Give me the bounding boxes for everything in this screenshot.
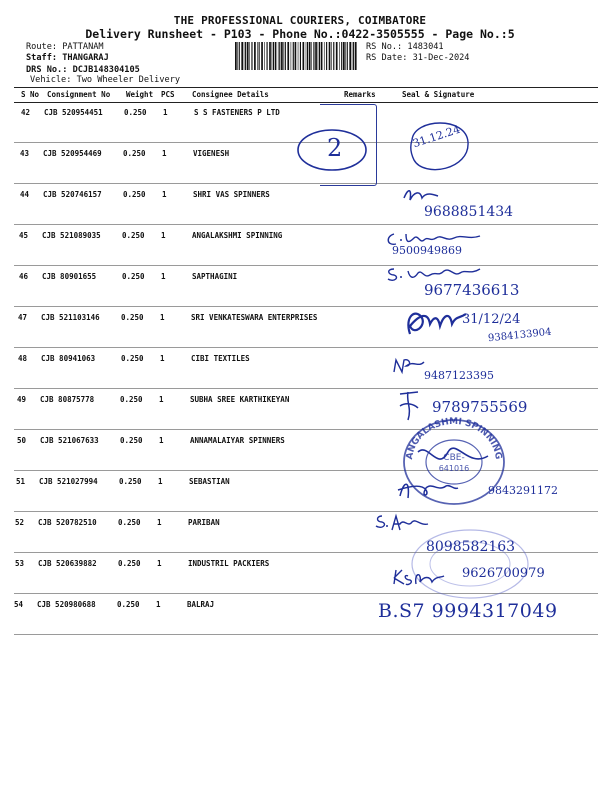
table-row	[14, 347, 598, 389]
col-consignment: Consignment No	[47, 90, 111, 99]
cell-consignment: CJB 521067633	[40, 436, 99, 445]
cell-weight: 0.250	[117, 600, 140, 609]
cell-weight: 0.250	[121, 354, 144, 363]
cell-consignment: CJB 80941063	[41, 354, 96, 363]
phone-45: 9500949869	[392, 244, 462, 257]
svg-text:ANGALASHMI SPINNING: ANGALASHMI SPINNING	[404, 416, 504, 461]
cell-consignment: CJB 520954469	[43, 149, 102, 158]
cell-weight: 0.250	[119, 477, 142, 486]
phone-53a: 8098582163	[426, 539, 516, 555]
phone-49: 9789755569	[432, 398, 528, 416]
drs-number: DRS No.: DCJB148304105	[26, 65, 140, 75]
cell-consignment: CJB 520639882	[38, 559, 97, 568]
col-sno: S No	[21, 90, 40, 99]
cell-consignment: CJB 80901655	[42, 272, 97, 281]
cell-sno: 51	[16, 477, 26, 486]
cell-consignee: ANNAMALAIYAR SPINNERS	[190, 436, 285, 445]
phone-51: 9843291172	[488, 484, 558, 497]
cell-sno: 42	[21, 108, 31, 117]
route-label: Route: PATTANAM	[26, 42, 104, 52]
cell-sno: 54	[14, 600, 24, 609]
cell-pcs: 1	[160, 313, 165, 322]
cell-consignment: CJB 520782510	[38, 518, 97, 527]
cell-pcs: 1	[157, 518, 162, 527]
cell-consignee: VIGENESH	[193, 149, 230, 158]
staff-label: Staff: THANGARAJ	[26, 53, 109, 63]
cell-consignment: CJB 520746157	[43, 190, 102, 199]
cell-pcs: 1	[156, 600, 161, 609]
cell-consignee: SAPTHAGINI	[192, 272, 238, 281]
cell-consignment: CJB 521089035	[42, 231, 101, 240]
svg-text:641016: 641016	[438, 464, 470, 473]
cell-sno: 52	[15, 518, 25, 527]
phone-54: B.S7 9994317049	[378, 600, 558, 622]
company-title: THE PROFESSIONAL COURIERS, COIMBATORE	[173, 14, 427, 27]
col-signature: Seal & Signature	[402, 90, 475, 99]
cell-sno: 45	[19, 231, 29, 240]
cell-consignment: CJB 520954451	[44, 108, 103, 117]
cell-weight: 0.250	[123, 190, 146, 199]
rs-date: RS Date: 31-Dec-2024	[366, 53, 470, 63]
cell-consignee: SRI VENKATESWARA ENTERPRISES	[191, 313, 318, 322]
signature-53	[390, 566, 446, 588]
cell-pcs: 1	[161, 272, 166, 281]
cell-weight: 0.250	[118, 559, 141, 568]
cell-weight: 0.250	[118, 518, 141, 527]
signature-51	[396, 476, 460, 502]
runsheet-subtitle: Delivery Runsheet - P103 - Phone No.:0422-3505555 - Page No.:5	[85, 27, 515, 41]
cell-consignment: CJB 521027994	[39, 477, 98, 486]
phone-44: 9688851434	[424, 204, 514, 220]
cell-weight: 0.250	[122, 231, 145, 240]
svg-text:CBE-: CBE-	[443, 453, 465, 463]
cell-consignee: S S FASTENERS P LTD	[194, 108, 280, 117]
cell-consignee: BALRAJ	[187, 600, 215, 609]
phone-48: 9487123395	[424, 369, 494, 382]
cell-sno: 44	[20, 190, 30, 199]
cell-pcs: 1	[158, 477, 163, 486]
cell-sno: 47	[18, 313, 28, 322]
table-row	[14, 224, 598, 266]
cell-weight: 0.250	[122, 272, 145, 281]
cell-pcs: 1	[163, 108, 168, 117]
cell-consignee: INDUSTRIL PACKIERS	[188, 559, 270, 568]
cell-pcs: 1	[162, 190, 167, 199]
cell-pcs: 1	[162, 149, 167, 158]
cell-consignee: ANGALAKSHMI SPINNING	[192, 231, 283, 240]
col-consignee: Consignee Details	[192, 90, 269, 99]
cell-pcs: 1	[157, 559, 162, 568]
phone-47: 9384133904	[487, 326, 553, 345]
cell-pcs: 1	[161, 231, 166, 240]
vehicle-label: Vehicle: Two Wheeler Delivery	[30, 75, 181, 85]
cell-consignee: SUBHA SREE KARTHIKEYAN	[190, 395, 290, 404]
date-47: 31/12/24	[462, 312, 521, 327]
cell-sno: 50	[17, 436, 27, 445]
col-pcs: PCS	[161, 90, 175, 99]
remark-number-2: 2	[327, 134, 343, 162]
cell-sno: 46	[19, 272, 29, 281]
signature-47	[400, 306, 470, 342]
barcode-image	[235, 42, 357, 70]
cell-consignment: CJB 520980688	[37, 600, 96, 609]
cell-sno: 49	[17, 395, 27, 404]
cell-pcs: 1	[159, 436, 164, 445]
cell-consignee: SEBASTIAN	[189, 477, 230, 486]
phone-46: 9677436613	[424, 281, 520, 299]
cell-sno: 53	[15, 559, 25, 568]
cell-sno: 43	[20, 149, 30, 158]
signature-48	[392, 356, 426, 374]
cell-sno: 48	[18, 354, 28, 363]
col-remarks: Remarks	[344, 90, 376, 99]
cell-pcs: 1	[160, 354, 165, 363]
cell-consignment: CJB 521103146	[41, 313, 100, 322]
cell-consignment: CJB 80875778	[40, 395, 95, 404]
phone-53b: 9626700979	[462, 566, 545, 581]
cell-weight: 0.250	[120, 436, 143, 445]
date-43: 31.12.24	[411, 122, 462, 151]
faint-stamp-53	[408, 526, 532, 602]
cell-weight: 0.250	[124, 108, 147, 117]
rs-number: RS No.: 1483041	[366, 42, 444, 52]
cell-consignee: PARIBAN	[188, 518, 220, 527]
cell-weight: 0.250	[121, 313, 144, 322]
col-weight: Weight	[126, 90, 154, 99]
cell-consignee: CIBI TEXTILES	[191, 354, 250, 363]
table-row	[14, 429, 598, 471]
cell-weight: 0.250	[120, 395, 143, 404]
cell-weight: 0.250	[123, 149, 146, 158]
cell-consignee: SHRI VAS SPINNERS	[193, 190, 270, 199]
cell-pcs: 1	[159, 395, 164, 404]
